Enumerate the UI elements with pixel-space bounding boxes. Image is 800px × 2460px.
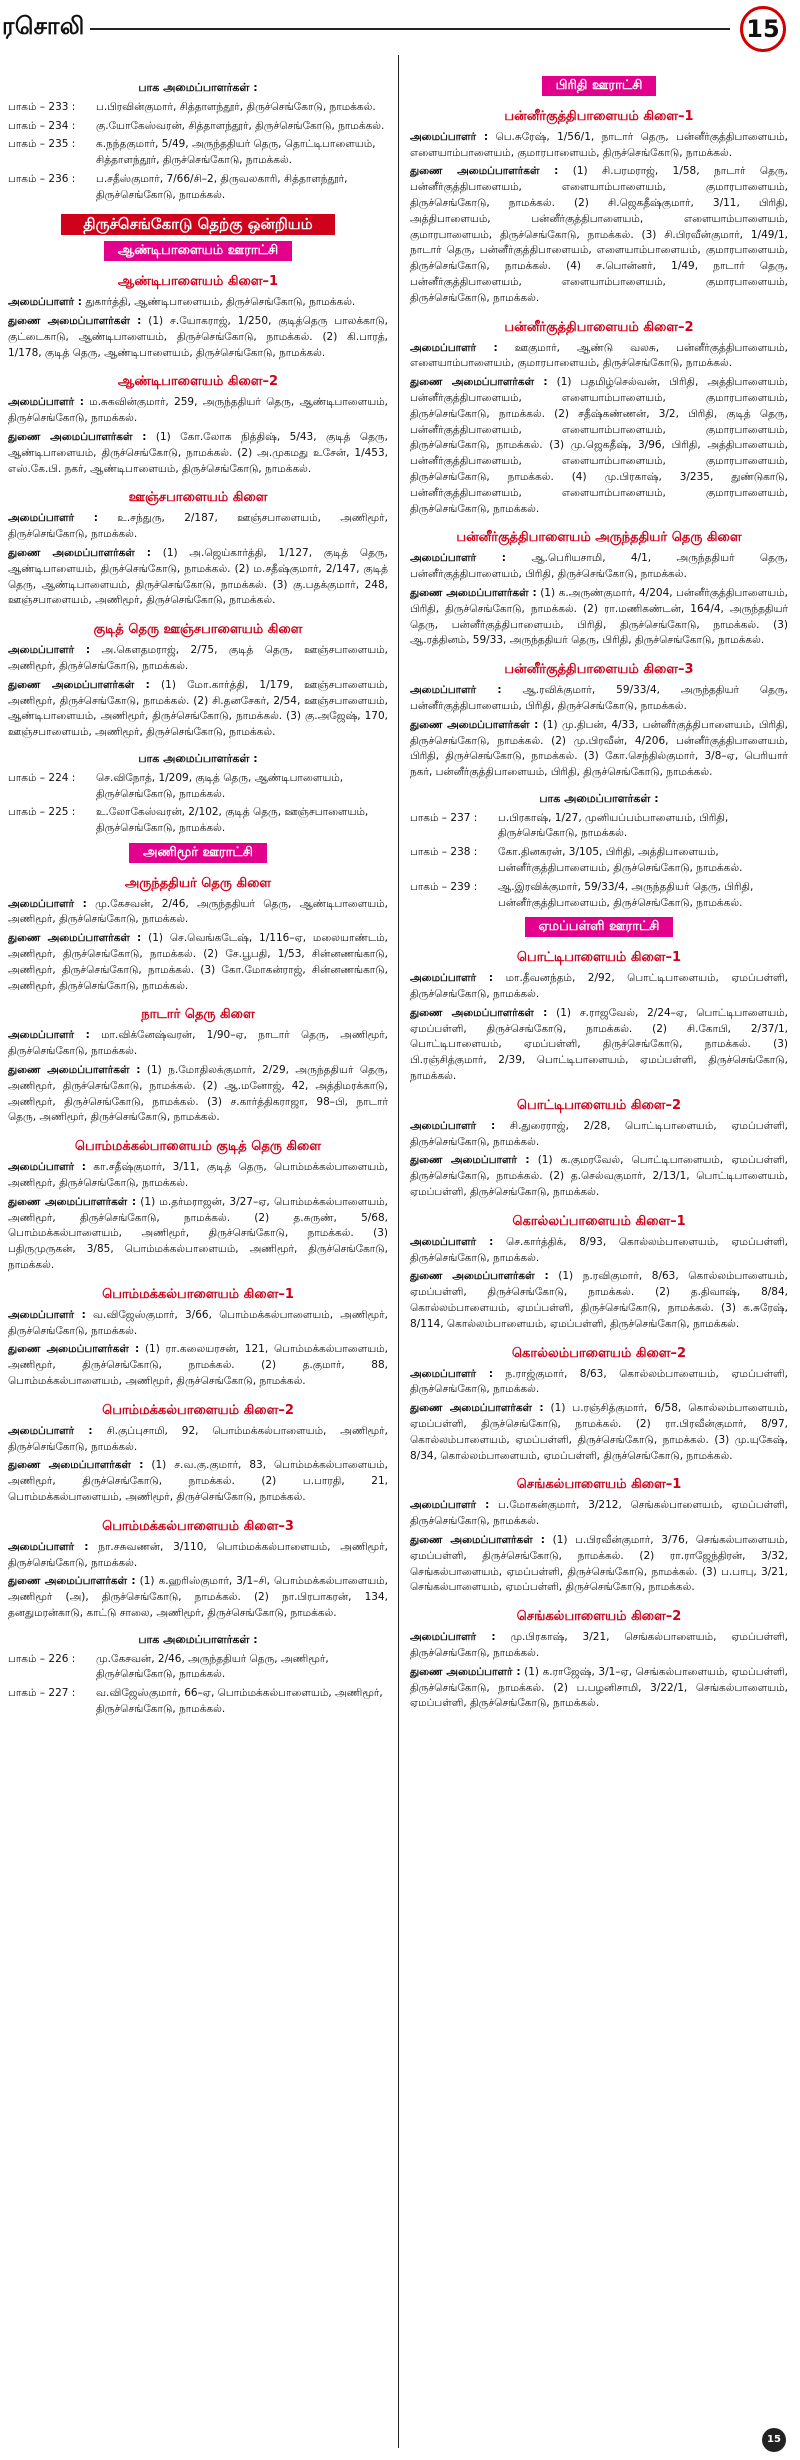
- booth-row: [8, 771, 388, 803]
- entry-text: கா.சதீஷ்குமார், 3/11, குடித் தெரு, பொம்மக்கல்பாளையம், அணிமூர், திருச்செங்கோடு, நாமக்கல்.: [8, 1161, 388, 1190]
- organizer-entry: [410, 971, 788, 1003]
- booth-organizer: ப.சதீஸ்குமார், 7/66/சி–2, திருவலகாரி, சித்தாளந்தூர், திருச்செங்கோடு, நாமக்கல்.: [96, 172, 348, 201]
- entry-label: துணை அமைப்பாளர்கள் :: [8, 546, 151, 559]
- organizer-entry: [8, 511, 388, 543]
- booth-row: [410, 845, 788, 877]
- entry-label: துணை அமைப்பாளர்கள் :: [8, 314, 142, 327]
- entry-text: பெ.சுரேஷ், 1/56/1, நாடார் தெரு, பன்னீர்குத்திபாளையம், எளையாம்பாளையம், குமாரபாளையம், திருச்செங்கோடு, நாமக்கல்.: [410, 130, 788, 159]
- booth-row: [410, 880, 788, 912]
- organizer-entry: [410, 1153, 788, 1200]
- organizer-entry: [410, 586, 788, 649]
- entry-text: மா.தீவனந்தம், 2/92, பொட்டிபாளையம், ஏமப்பள்ளி, திருச்செங்கோடு, நாமக்கல்.: [410, 972, 788, 1001]
- entry-text: (1) ந.ரவிகுமார், 8/63, கொல்லம்பாளையம், ஏமப்பள்ளி, திருச்செங்கோடு, நாமக்கல். (2) த.திவாஷ், 8/84, கொல்லம்பாளையம், ஏமப்பள்ளி, திருச்செங்கோடு, நாமக்கல். (3) க.சுரேஷ், 8/114, கொல்லம்பாளையம், ஏமப்பள்ளி, திருச்செங்கோடு, நாமக்கல்.: [410, 1270, 788, 1330]
- booth-row: [8, 172, 388, 204]
- branch-title: ஆண்டிபாளையம் கிளை–2: [117, 374, 279, 390]
- entry-text: (1) ப.பிரவீன்குமார், 3/76, செங்கல்பாளையம், ஏமப்பள்ளி, திருச்செங்கோடு, நாமக்கல். (2) ரா.ராஜேந்திரன், 3/32, செங்கல்பாளையம், ஏமப்பள்ளி, திருச்செங்கோடு, நாமக்கல். (3) ப.பாபு, 3/21, செங்கல்பாளையம், ஏமப்பள்ளி, திருச்செங்கோடு, நாமக்கல்.: [410, 1533, 788, 1594]
- branch-title: கொல்லம்பாளையம் கிளை–2: [511, 1345, 687, 1361]
- booth-heading: பாக அமைப்பாளர்கள் :: [138, 1632, 258, 1646]
- booth-number: பாகம் – 236 :: [8, 172, 76, 185]
- entry-text: (1) ச.வ.கு.குமார், 83, பொம்மக்கல்பாளையம், அணிமூர், திருச்செங்கோடு, நாமக்கல். (2) ப.பாரதி, 21, பொம்மக்கல்பாளையம், அணிமூர், திருச்செங்கோடு, நாமக்கல்.: [8, 1459, 388, 1503]
- booth-number: பாகம் – 238 :: [410, 846, 478, 859]
- entry-text: சி.குப்புசாமி, 92, பொம்மக்கல்பாளையம், அணிமூர், திருச்செங்கோடு, நாமக்கல்.: [8, 1424, 388, 1453]
- entry-text: ஊகுமார், ஆண்டு வலசு, பன்னீர்குத்திபாளையம், எளையாம்பாளையம், குமாரபாளையம், திருச்செங்கோடு, நாமக்கல்.: [410, 341, 788, 370]
- entry-text: (1) மோ.கார்த்தி, 1/179, ஊஞ்சபாளையம், அணிமூர், திருச்செங்கோடு, நாமக்கல். (2) சி.தனசேகர், 2/54, ஊஞ்சபாளையம், ஆண்டிபாளையம், அணிமூர், திருச்செங்கோடு, நாமக்கல். (3) கு.அஜேஷ், 170, ஊஞ்சபாளையம், அணிமூர், திருச்செங்கோடு, நாமக்கல்.: [8, 678, 388, 739]
- panchayat-banner: [8, 843, 388, 863]
- branch-title: பொம்மக்கல்பாளையம் கிளை–3: [102, 1518, 294, 1534]
- organizer-entry: [410, 1630, 788, 1662]
- booth-organizer: மு.கேசவன், 2/46, அருந்ததியர் தெரு, அணிமூர், திருச்செங்கோடு, நாமக்கல்.: [96, 1652, 329, 1681]
- branch-title: பன்னீர்குத்திபாளையம் கிளை–2: [504, 319, 694, 335]
- entry-label: அமைப்பாளர் :: [410, 1367, 494, 1380]
- booth-row: [410, 811, 788, 843]
- entry-label: அமைப்பாளர் :: [410, 341, 498, 354]
- entry-label: துணை அமைப்பாளர்கள் :: [410, 165, 559, 178]
- entry-label: அமைப்பாளர் :: [8, 1029, 90, 1042]
- entry-text: (1) க.குமரவேல், பொட்டிபாளையம், ஏமப்பள்ளி, திருச்செங்கோடு, நாமக்கல். (2) த.செல்வகுமார், 2/13/1, பொட்டிபாளையம், ஏமப்பள்ளி, திருச்செங்கோடு, நாமக்கல்.: [410, 1154, 788, 1199]
- entry-text: (1) க.அருண்குமார், 4/204, பன்னீர்குத்திபாளையம், பிரிதி, திருச்செங்கோடு, நாமக்கல். (2) ரா.மணிகண்டன், 164/4, அருந்ததியர் தெரு, பன்னீர்குத்திபாளையம், பிரிதி, திருச்செங்கோடு, நாமக்கல். (3) ஆ.ரத்தினம், 59/33, அருந்ததியர் தெரு, பிரிதி, திருச்செங்கோடு, நாமக்கல்.: [410, 586, 788, 647]
- column-divider: [398, 55, 399, 2448]
- entry-label: அமைப்பாளர் :: [8, 1308, 86, 1321]
- branch-title: பொம்மக்கல்பாளையம் கிளை–1: [102, 1286, 294, 1302]
- branch-title: செங்கல்பாளையம் கிளை–1: [516, 1477, 682, 1493]
- entry-text: மு.கேசவன், 2/46, அருந்ததியர் தெரு, ஆண்டிபாளையம், அணிமூர், திருச்செங்கோடு, நாமக்கல்.: [8, 897, 388, 926]
- organizer-entry: [410, 164, 788, 306]
- booth-organizer: க.நந்தகுமார், 5/49, அருந்ததியர் தெரு, தொட்டிபாளையம், சித்தாளந்தூர், திருச்செங்கோடு, நாமக்கல்.: [96, 138, 376, 167]
- entry-label: துணை அமைப்பாளர்கள் :: [8, 1459, 144, 1472]
- organizer-entry: [410, 683, 788, 715]
- branch-title: பன்னீர்குத்திபாளையம் கிளை–1: [504, 108, 694, 124]
- organizer-entry: [410, 551, 788, 583]
- branch-title: குடித் தெரு ஊஞ்சபாளையம் கிளை: [93, 622, 303, 638]
- entry-label: துணை அமைப்பாளர்கள் :: [8, 430, 147, 443]
- entry-text: நா.சசுவணன், 3/110, பொம்மக்கல்பாளையம், அணிமூர், திருச்செங்கோடு, நாமக்கல்.: [8, 1540, 388, 1569]
- organizer-entry: [410, 1269, 788, 1332]
- branch-title: அருந்ததியர் தெரு கிளை: [124, 875, 272, 891]
- entry-text: (1) பதமிழ்செல்வன், பிரிதி, அத்திபாளையம், பன்னீர்குத்திபாளையம், எளையாம்பாளையம், குமாரபாளையம், திருச்செங்கோடு, நாமக்கல். (2) சதீஷ்கண்ணன், 3/2, பிரிதி, குடித் தெரு, பன்னீர்குத்திபாளையம், எளையாம்பாளையம், குமாரபாளையம், திருச்செங்கோடு, நாமக்கல். (3) மு.ஜெகதீஷ், 3/96, பிரிதி, அத்திபாளையம், பன்னீர்குத்திபாளையம், எளையாம்பாளையம், குமாரபாளையம், திருச்செங்கோடு, நாமக்கல். (4) மு.பிரகாஷ், 3/235, துண்டுகாடு, பன்னீர்குத்திபாளையம், எளையாம்பாளையம், குமாரபாளையம், திருச்செங்கோடு, நாமக்கல்.: [410, 376, 788, 515]
- branch-title: பொம்மக்கல்பாளையம் குடித் தெரு கிளை: [74, 1139, 322, 1155]
- entry-text: உ.சந்துரு, 2/187, ஊஞ்சபாளையம், அணிமூர், திருச்செங்கோடு, நாமக்கல்.: [8, 512, 388, 541]
- booth-list: [8, 100, 388, 204]
- organizer-entry: [8, 1424, 388, 1456]
- entry-text: (1) ம.தர்மராஜன், 3/27–ஏ, பொம்மக்கல்பாளையம், அணிமூர், திருச்செங்கோடு, நாமக்கல். (2) த.சுருண், 5/68, பொம்மக்கல்பாளையம், அணிமூர், திருச்செங்கோடு, நாமக்கல். (3) பதிருமுருகன், 3/85, பொம்மக்கல்பாளையம், அணிமூர், திருச்செங்கோடு, நாமக்கல்.: [8, 1195, 388, 1272]
- entry-label: துணை அமைப்பாளர்கள் :: [410, 1270, 549, 1283]
- organizer-entry: [410, 1498, 788, 1530]
- organizer-entry: [8, 1195, 388, 1274]
- booth-organizer: ஆ.இரவிக்குமார், 59/33/4, அருந்ததியர் தெரு, பிரிதி, பன்னீர்குத்திபாளையம், திருச்செங்கோடு, நாமக்கல்.: [498, 880, 754, 909]
- branch-title: ஊஞ்சபாளையம் கிளை: [128, 490, 268, 506]
- organizer-entry: [8, 1574, 388, 1621]
- booth-organizer: கு.யோகேஸ்வரன், சித்தாளந்தூர், திருச்செங்கோடு, நாமக்கல்.: [96, 119, 385, 132]
- page-number-badge: 15: [740, 6, 786, 52]
- masthead: [0, 0, 800, 55]
- entry-label: அமைப்பாளர் :: [8, 1161, 86, 1174]
- branch-title: கொல்லப்பாளையம் கிளை–1: [512, 1213, 686, 1229]
- entry-text: (1) சி.பரமராஜ், 1/58, நாடார் தெரு, பன்னீர்குத்திபாளையம், எளையாம்பாளையம், குமாரபாளையம், திருச்செங்கோடு, நாமக்கல். (2) சி.ஜெகதீஷ்குமார், 3/11, பிரிதி, அத்திபாளையம், பன்னீர்குத்திபாளையம், எளையாம்பாளையம், குமாரபாளையம், திருச்செங்கோடு, நாமக்கல். (3) சி.பிரவீன்குமார், 1/49/1, நாடார் தெரு, பன்னீர்குத்திபாளையம், எளையாம்பாளையம், குமாரபாளையம், திருச்செங்கோடு, நாமக்கல். (4) ச.பொன்னர், 1/49, நாடார் தெரு, பன்னீர்குத்திபாளையம், எளையாம்பாளையம், குமாரபாளையம், திருச்செங்கோடு, நாமக்கல்.: [410, 165, 788, 304]
- booth-row: [8, 119, 388, 135]
- branch-title: பொம்மக்கல்பாளையம் கிளை–2: [102, 1402, 294, 1418]
- entry-label: அமைப்பாளர் :: [8, 512, 98, 525]
- entry-text: (1) க.ஹரிஸ்குமார், 3/1–சி, பொம்மக்கல்பாளையம், அணிமூர் (அ), திருச்செங்கோடு, நாமக்கல். (2) நா.பிரபாகரன், 134, தனதுமரன்காடு, காட்டு சாலை, அணிமூர், திருச்செங்கோடு, நாமக்கல்.: [8, 1575, 388, 1619]
- organizer-entry: [410, 718, 788, 781]
- organizer-entry: [8, 1308, 388, 1340]
- entry-label: அமைப்பாளர் :: [8, 1540, 89, 1553]
- booth-number: பாகம் – 224 :: [8, 771, 76, 784]
- booth-organizer: வ.விஜேஸ்குமார், 66–ஏ, பொம்மக்கல்பாளையம், அணிமூர், திருச்செங்கோடு, நாமக்கல்.: [96, 1687, 383, 1715]
- branch-title: நாடார் தெரு கிளை: [141, 1007, 255, 1023]
- newspaper-name: ரசொலி: [2, 12, 85, 40]
- entry-text: (1) ச.யோகராஜ், 1/250, குடித்தெரு பாலக்காடு, குட்டைகாடு, ஆண்டிபாளையம், திருச்செங்கோடு, நாமக்கல். (2) கி.பாரத், 1/178, குடித் தெரு, ஆண்டிபாளையம், திருச்செங்கோடு, நாமக்கல்.: [8, 314, 388, 359]
- entry-label: துணை அமைப்பாளர்கள் :: [8, 1343, 140, 1356]
- entry-label: அமைப்பாளர் :: [8, 644, 91, 657]
- booth-list: [8, 771, 388, 837]
- entry-label: அமைப்பாளர் :: [410, 684, 502, 697]
- booth-row: [8, 1652, 388, 1684]
- entry-text: மு.பிரகாஷ், 3/21, செங்கல்பாளையம், ஏமப்பள்ளி, திருச்செங்கோடு, நாமக்கல்.: [410, 1631, 788, 1659]
- left-column: [8, 70, 388, 2450]
- entry-label: துணை அமைப்பாளர்கள் :: [410, 1006, 548, 1019]
- entry-label: அமைப்பாளர் :: [410, 130, 489, 143]
- entry-text: (1) செ.வெங்கடேஷ், 1/116–ஏ, மலையாண்டம், அணிமூர், திருச்செங்கோடு, நாமக்கல். (2) சே.பூபதி, 1/53, சின்னணங்காடு, அணிமூர், திருச்செங்கோடு, நாமக்கல். (3) கோ.மோகன்ராஜ், சின்னணங்காடு, அணிமூர், திருச்செங்கோடு, நாமக்கல்.: [8, 932, 388, 992]
- organizer-entry: [410, 130, 788, 162]
- entry-text: ம.சுகவின்குமார், 259, அருந்ததியர் தெரு, ஆண்டிபாளையம், திருச்செங்கோடு, நாமக்கல்.: [8, 396, 388, 425]
- booth-heading: பாக அமைப்பாளர்கள் :: [138, 751, 258, 765]
- organizer-entry: [410, 1665, 788, 1712]
- organizer-entry: [8, 678, 388, 741]
- organizer-entry: [8, 395, 388, 427]
- panchayat-title: பிரிதி ஊராட்சி: [542, 76, 657, 96]
- booth-row: [8, 100, 388, 116]
- entry-label: துணை அமைப்பாளர்கள் :: [8, 1064, 141, 1077]
- entry-label: துணை அமைப்பாளர்கள் :: [8, 1575, 136, 1588]
- entry-label: துணை அமைப்பாளர்கள் :: [410, 718, 539, 731]
- booth-organizer: ப.பிரகாஷ், 1/27, முனியப்பம்பாளையம், பிரிதி, திருச்செங்கோடு, நாமக்கல்.: [498, 811, 729, 840]
- entry-label: அமைப்பாளர் :: [8, 396, 84, 409]
- organizer-entry: [8, 546, 388, 609]
- organizer-entry: [410, 1367, 788, 1399]
- entry-label: துணை அமைப்பாளர்கள் :: [8, 678, 150, 691]
- entry-label: அமைப்பாளர் :: [410, 1235, 494, 1248]
- entry-text: சி.துரைராஜ், 2/28, பொட்டிபாளையம், ஏமப்பள்ளி, திருச்செங்கோடு, நாமக்கல்.: [410, 1119, 788, 1148]
- booth-number: பாகம் – 237 :: [410, 811, 478, 824]
- right-column: [410, 70, 788, 2370]
- entry-text: (1) ரா.கலையரசன், 121, பொம்மக்கல்பாளையம், அணிமூர், திருச்செங்கோடு, நாமக்கல். (2) த.குமார், 88, பொம்மக்கல்பாளையம், அணிமூர், திருச்செங்கோடு, நாமக்கல்.: [8, 1343, 388, 1388]
- entry-text: ப.மோகன்குமார், 3/212, செங்கல்பாளையம், ஏமப்பள்ளி, திருச்செங்கோடு, நாமக்கல்.: [410, 1499, 788, 1528]
- entry-label: துணை அமைப்பாளர்கள் :: [410, 376, 548, 389]
- booth-row: [8, 137, 388, 169]
- organizer-entry: [410, 1119, 788, 1151]
- organizer-entry: [8, 643, 388, 675]
- panchayat-banner: [410, 917, 788, 937]
- organizer-entry: [8, 1063, 388, 1126]
- entry-text: (1) அ.ஜெய்கார்த்தி, 1/127, குடித் தெரு, ஆண்டிபாளையம், திருச்செங்கோடு, நாமக்கல். (2) ம.சதீஷ்குமார், 2/147, குடித் தெரு, ஆண்டிபாளையம், திருச்செங்கோடு, நாமக்கல். (3) கு.பதக்குமார், 248, ஊஞ்சபாளையம், அணிமூர், திருச்செங்கோடு, நாமக்கல்.: [8, 546, 388, 607]
- organizer-entry: [410, 1533, 788, 1596]
- organizer-entry: [8, 1540, 388, 1572]
- branch-list: [8, 273, 388, 741]
- panchayat-banner: [410, 76, 788, 96]
- organizer-entry: [8, 1160, 388, 1192]
- booth-number: பாகம் – 233 :: [8, 100, 76, 113]
- entry-label: துணை அமைப்பாளர்கள் :: [410, 1533, 545, 1546]
- booth-list: [8, 1652, 388, 1718]
- booth-number: பாகம் – 235 :: [8, 138, 76, 151]
- branch-title: பொட்டிபாளையம் கிளை–1: [516, 950, 682, 966]
- booth-number: பாகம் – 239 :: [410, 880, 478, 893]
- booth-number: பாகம் – 226 :: [8, 1652, 76, 1665]
- organizer-entry: [410, 1006, 788, 1085]
- entry-label: துணை அமைப்பாளர்கள் :: [8, 1195, 137, 1208]
- branch-title: பன்னீர்குத்திபாளையம் கிளை–3: [504, 662, 694, 678]
- entry-text: (1) கோ.லோக நித்திஷ், 5/43, குடித் தெரு, ஆண்டிபாளையம், திருச்செங்கோடு, நாமக்கல். (2) அ.முகமது உசேன், 1/453, எஸ்.கே.பி. நகர், ஆண்டிபாளையம், திருச்செங்கோடு, நாமக்கல்.: [8, 430, 388, 475]
- booth-number: பாகம் – 234 :: [8, 119, 76, 132]
- entry-text: மா.விக்னேஷ்வரன், 1/90–ஏ, நாடார் தெரு, அணிமூர், திருச்செங்கோடு, நாமக்கல்.: [8, 1029, 388, 1058]
- organizer-entry: [8, 295, 388, 311]
- branch-list: [8, 875, 388, 1622]
- entry-label: துணை அமைப்பாளர் :: [410, 1154, 530, 1167]
- booth-heading: பாக அமைப்பாளர்கள் :: [539, 791, 659, 805]
- branch-title: பன்னீர்குத்திபாளையம் அருந்ததியர் தெரு கிளை: [456, 530, 742, 546]
- booth-organizer: செ.விநோத், 1/209, குடித் தெரு, ஆண்டிபாளையம், திருச்செங்கோடு, நாமக்கல்.: [96, 771, 344, 800]
- entry-label: துணை அமைப்பாளர்கள் :: [410, 1402, 544, 1415]
- entry-text: செ.கார்த்திக், 8/93, கொல்லம்பாளையம், ஏமப்பள்ளி, திருச்செங்கோடு, நாமக்கல்.: [410, 1235, 788, 1264]
- entry-text: (1) ப.ரஞ்சித்குமார், 6/58, கொல்லம்பாளையம், ஏமப்பள்ளி, திருச்செங்கோடு, நாமக்கல். (2) ரா.பிரவீன்குமார், 8/97, கொல்லம்பாளையம், ஏமப்பள்ளி, திருச்செங்கோடு, நாமக்கல். (3) மு.யுகேஷ், 8/34, கொல்லம்பாளையம், ஏமப்பள்ளி, திருச்செங்கோடு, நாமக்கல்.: [410, 1402, 788, 1462]
- organizer-entry: [410, 375, 788, 517]
- booth-organizer: உ.லோகேஸ்வரன், 2/102, குடித் தெரு, ஊஞ்சபாளையம், திருச்செங்கோடு, நாமக்கல்.: [96, 806, 369, 835]
- entry-label: அமைப்பாளர் :: [410, 1119, 496, 1132]
- panchayat-banner: [8, 241, 388, 261]
- footer-page-number: 15: [762, 2428, 786, 2452]
- booth-heading: பாக அமைப்பாளர்கள் :: [138, 81, 258, 94]
- entry-text: ந.ராஜ்குமார், 8/63, கொல்லம்பாளையம், ஏமப்பள்ளி, திருச்செங்கோடு, நாமக்கல்.: [410, 1367, 788, 1396]
- branch-title: ஆண்டிபாளையம் கிளை–1: [117, 274, 279, 290]
- branch-title: செங்கல்பாளையம் கிளை–2: [516, 1609, 682, 1625]
- entry-text: வ.விஜேஸ்குமார், 3/66, பொம்மக்கல்பாளையம், அணிமூர், திருச்செங்கோடு, நாமக்கல்.: [8, 1308, 388, 1337]
- booth-row: [8, 805, 388, 837]
- branch-title: பொட்டிபாளையம் கிளை–2: [516, 1097, 682, 1113]
- organizer-entry: [8, 1458, 388, 1505]
- entry-text: (1) மு.திபன், 4/33, பன்னீர்குத்திபாளையம், பிரிதி, திருச்செங்கோடு, நாமக்கல். (2) மு.பிரவீன், 4/206, பன்னீர்குத்திபாளையம், பிரிதி, திருச்செங்கோடு, நாமக்கல். (3) கோ.செந்தில்குமார், 3/8–ஏ, பெரியார் நகர், பன்னீர்குத்திபாளையம், பிரிதி, திருச்செங்கோடு, நாமக்கல்.: [410, 718, 788, 779]
- organizer-entry: [8, 1342, 388, 1389]
- organizer-entry: [8, 314, 388, 361]
- entry-text: துகார்த்தி, ஆண்டிபாளையம், திருச்செங்கோடு, நாமக்கல்.: [85, 296, 356, 309]
- organizer-entry: [8, 897, 388, 929]
- entry-text: ஆ.பெரியசாமி, 4/1, அருந்ததியர் தெரு, பன்னீர்குத்திபாளையம், பிரிதி, திருச்செங்கோடு, நாமக்கல்.: [410, 552, 788, 581]
- panchayat-title: ஆண்டிபாளையம் ஊராட்சி: [104, 241, 292, 261]
- union-title: திருச்செங்கோடு தெற்கு ஒன்றியம்: [61, 214, 334, 236]
- entry-label: அமைப்பாளர் :: [8, 897, 87, 910]
- entry-label: துணை அமைப்பாளர்கள் :: [410, 586, 537, 599]
- organizer-entry: [8, 430, 388, 477]
- entry-text: (1) க.ராஜேஷ், 3/1–ஏ, செங்கல்பாளையம், ஏமப்பள்ளி, திருச்செங்கோடு, நாமக்கல். (2) ப.பழனிசாமி, 3/22/1, செங்கல்பாளையம், ஏமப்பள்ளி, திருச்செங்கோடு, நாமக்கல்.: [410, 1665, 788, 1710]
- entry-label: அமைப்பாளர் :: [410, 1631, 496, 1644]
- booth-list: [410, 811, 788, 912]
- union-banner: [8, 214, 388, 236]
- booth-organizer: ப.பிரவின்குமார், சித்தாளந்தூர், திருச்செங்கோடு, நாமக்கல்.: [96, 100, 376, 113]
- entry-label: அமைப்பாளர் :: [410, 972, 494, 985]
- entry-label: அமைப்பாளர் :: [8, 1424, 93, 1437]
- entry-label: அமைப்பாளர் :: [410, 1499, 490, 1512]
- organizer-entry: [410, 1401, 788, 1464]
- entry-label: அமைப்பாளர் :: [8, 296, 82, 309]
- entry-text: ஆ.ரவிக்குமார், 59/33/4, அருந்ததியர் தெரு, பன்னீர்குத்திபாளையம், பிரிதி, திருச்செங்கோடு, நாமக்கல்.: [410, 684, 788, 712]
- booth-number: பாகம் – 227 :: [8, 1687, 76, 1700]
- entry-label: துணை அமைப்பாளர் :: [410, 1665, 521, 1678]
- panchayat-title: அணிமூர் ஊராட்சி: [129, 843, 267, 863]
- entry-text: (1) ச.ராஜவேல், 2/24–ஏ, பொட்டிபாளையம், ஏமப்பள்ளி, திருச்செங்கோடு, நாமக்கல். (2) சி.கோபி, 2/37/1, பொட்டிபாளையம், ஏமப்பள்ளி, திருச்செங்கோடு, நாமக்கல். (3) பி.ரஞ்சித்குமார், 2/39, பொட்டிபாளையம், ஏமப்பள்ளி, திருச்செங்கோடு, நாமக்கல்.: [410, 1006, 788, 1083]
- entry-text: (1) ந.மோதிலக்குமார், 2/29, அருந்ததியர் தெரு, அணிமூர், திருச்செங்கோடு, நாமக்கல். (2) ஆ.மனோஜ், 42, அத்திமரக்காடு, அணிமூர், திருச்செங்கோடு, நாமக்கல். (3) ச.கார்த்திகராஜா, 98–பி, நாடார் தெரு, அணிமூர், திருச்செங்கோடு, நாமக்கல்.: [8, 1064, 388, 1124]
- booth-number: பாகம் – 225 :: [8, 806, 76, 819]
- entry-label: அமைப்பாளர் :: [410, 552, 507, 565]
- booth-row: [8, 1686, 388, 1718]
- organizer-entry: [410, 1235, 788, 1267]
- organizer-entry: [8, 931, 388, 994]
- panchayat-title: ஏமப்பள்ளி ஊராட்சி: [525, 917, 674, 937]
- entry-text: அ.கௌதமராஜ், 2/75, குடித் தெரு, ஊஞ்சபாளையம், அணிமூர், திருச்செங்கோடு, நாமக்கல்.: [8, 644, 388, 672]
- entry-label: துணை அமைப்பாளர்கள் :: [8, 932, 142, 945]
- booth-organizer: கோ.தினகரன், 3/105, பிரிதி, அத்திபாளையம், பன்னீர்குத்திபாளையம், திருச்செங்கோடு, நாமக்கல்.: [498, 846, 743, 875]
- branch-list: [410, 949, 788, 1712]
- branch-list: [410, 108, 788, 781]
- organizer-entry: [8, 1028, 388, 1060]
- organizer-entry: [410, 341, 788, 373]
- masthead-rule: [90, 28, 730, 30]
